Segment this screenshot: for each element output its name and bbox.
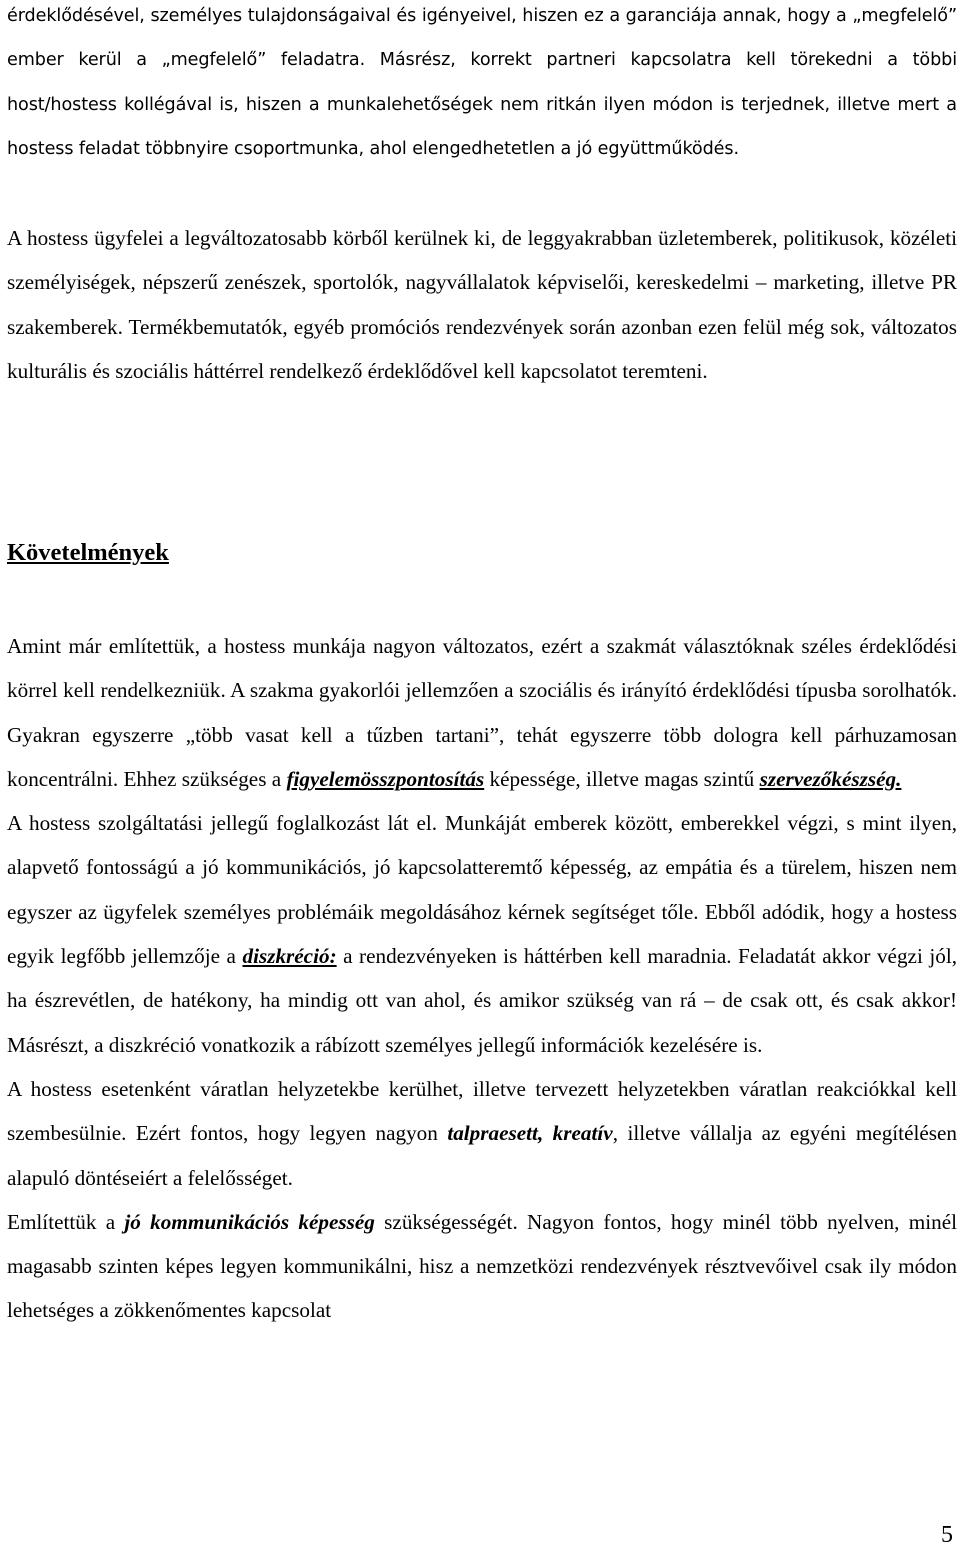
text-run: a rendezvényeken is háttérben kell maradnia. Feladatát akkor végzi jól, ha észrevétlen, de hatékony, ha mindig ott van ahol, és amikor szükség van rá – de csak ott, és csak akkor! Másrészt, a diszkréció vonatkozik a rábízott személyes jellegű információk kezelésére is. xyxy=(7,944,958,1057)
emphasis-attention: figyelemösszpontosítás xyxy=(286,766,485,791)
text-run: Amint már említettük, a hostess munkája nagyon változatos, ezért a szakmát választóknak széles érdeklődési körrel kell rendelkezniük. A szakma gyakorlói jellemzően a szociális és irányító érdeklődési típusba sorolhatók. Gyakran egyszerre „több vasat kell a tűzben tartani”, tehát egyszerre több dologra kell párhuzamosan koncentrálni. Ehhez szükséges a xyxy=(7,634,957,791)
paragraph-intro: érdeklődésével, személyes tulajdonságaival és igényeivel, hiszen ez a garanciája annak, hogy a „megfelelő” ember kerül a „megfelelő” feladatra. Másrész, korrekt partneri kapcsolatra kell törekedni a többi host/hostess kollégával is, hiszen a munkalehetőségek nem ritkán ilyen módon is terjednek, illetve mert a hostess feladat többnyire csoportmunka, ahol elengedhetetlen a jó együttműködés. xyxy=(7,6,957,159)
text-run: A hostess esetenként váratlan helyzetekbe kerülhet, illetve tervezett helyzetekben váratlan reakciókkal kell szembesülnie. Ezért fontos, hogy legyen nagyon xyxy=(7,1076,957,1146)
emphasis-discretion: diszkréció: xyxy=(242,944,337,969)
emphasis-creative: talpraesett, kreatív xyxy=(447,1121,613,1146)
section-heading: Követelmények xyxy=(7,539,169,566)
paragraph-communication xyxy=(7,1200,957,1333)
text-run: A hostess szolgáltatási jellegű foglalkozást lát el. Munkáját emberek között, emberekkel végzi, s mint ilyen, alapvető fontosságú a jó kommunikációs, jó kapcsolatteremtő képesség, az empátia és a türelem, hiszen nem egyszer az ügyfelek személyes problémáik megoldásához kérnek segítséget tőle. Ebből adódik, hogy a hostess egyik legfőbb jellemzője a xyxy=(7,811,957,969)
text-run: szükségességét. Nagyon fontos, hogy minél több nyelven, minél magasabb szinten képes legyen kommunikálni, hisz a nemzetközi rendezvények résztvevőivel csak ily módon lehetséges a zökkenőmentes kapcsolat xyxy=(7,1209,957,1323)
paragraph-requirements xyxy=(7,624,957,801)
emphasis-communication: jó kommunikációs képesség xyxy=(124,1209,375,1234)
text-run: Említettük a xyxy=(7,1209,125,1234)
text-run: képessége, illetve magas szintű xyxy=(484,766,760,791)
text-run: , illetve vállalja az egyéni megítélésen alapuló döntéseiért a felelősséget. xyxy=(7,1121,958,1190)
paragraph-clients: A hostess ügyfelei a legváltozatosabb körből kerülnek ki, de leggyakrabban üzletemberek, politikusok, közéleti személyiségek, népszerű zenészek, sportolók, nagyvállalatok képviselői, kereskedelmi – marketing, illetve PR szakemberek. Termékbemutatók, egyéb promóciós rendezvények során azonban ezen felül még sok, változatos kulturális és szociális háttérrel rendelkező érdeklődővel kell kapcsolatot teremteni. xyxy=(7,226,957,383)
page-number: 5 xyxy=(941,1522,953,1548)
emphasis-organizing: szervezőkészség. xyxy=(759,766,902,791)
paragraph-situations xyxy=(7,1067,957,1200)
paragraph-service xyxy=(7,801,957,1067)
requirements-body xyxy=(7,624,957,1333)
